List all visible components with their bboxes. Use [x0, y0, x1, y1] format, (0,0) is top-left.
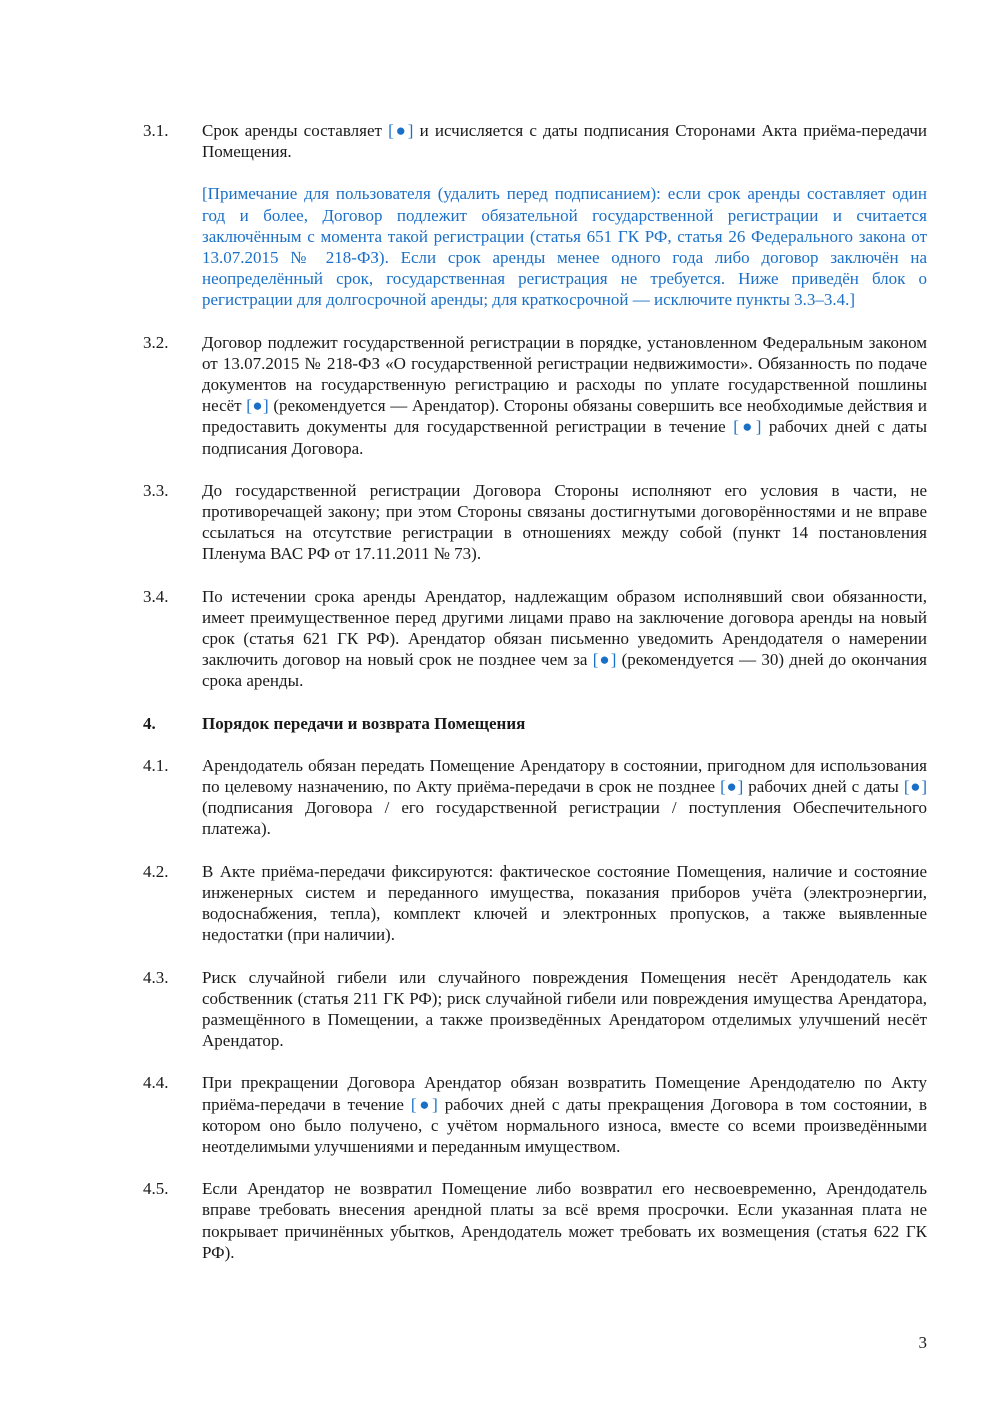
clause-number: 4.3.: [143, 967, 169, 987]
clause-text: До государственной регистрации Договора Стороны исполняют его условия в части, не противоречащей закону; при этом Стороны связаны достигнутыми договорённостями и не вправе ссылаться на отсутствие регистрации в отношениях между собой (пункт 14 постановления Пленума ВАС РФ от 17.11.2011 № 73).: [202, 480, 927, 564]
clause-4-2: [143, 861, 927, 946]
clause-3-4: [143, 586, 927, 692]
clause-4-3: [143, 967, 927, 1052]
text-run: (рекомендуется — Арендатор). Стороны обязаны совершить все необходимые действия и предоставить документы для государственной регистрации в течение: [202, 396, 927, 437]
placeholder-field[interactable]: [●]: [720, 777, 744, 797]
clause-4-1: [143, 755, 927, 840]
placeholder-field[interactable]: [●]: [592, 650, 617, 670]
clause-3-2: [143, 332, 927, 459]
clause-number: 3.2.: [143, 332, 169, 352]
clause-number: 3.4.: [143, 586, 169, 606]
placeholder-field[interactable]: [●]: [733, 417, 762, 437]
text-run: Договор подлежит государственной регистрации в порядке, установленном Федеральным законом от 13.07.2015 № 218-ФЗ «О государственной регистрации недвижимости». Обязанность по подаче документов на государственную регистрацию и расходы по уплате государственной пошлины несёт: [202, 332, 927, 416]
user-note: [Примечание для пользователя (удалить перед подписанием): если срок аренды составляет один год и более, Договор подлежит обязательной государственной регистрации и считается заключённым с момента такой регистрации (статья 651 ГК РФ, статья 26 Федерального закона от 13.07.2015 № 218-ФЗ). Если срок аренды менее одного года либо договор заключён на неопределённый срок, государственная регистрация не требуется. Ниже приведён блок о регистрации для долгосрочной аренды; для краткосрочной — исключите пункты 3.3–3.4.]: [202, 184, 927, 310]
clause-text: Риск случайной гибели или случайного повреждения Помещения несёт Арендодатель как собственник (статья 211 ГК РФ); риск случайной гибели или повреждения имущества Арендатора, размещённого в Помещении, а также произведённых Арендатором отделимых улучшений несёт Арендатор.: [202, 967, 927, 1051]
document-body: [143, 120, 927, 1284]
clause-4-5: [143, 1178, 927, 1263]
clause-text: В Акте приёма-передачи фиксируются: фактическое состояние Помещения, наличие и состояние инженерных систем и переданного имущества, показания приборов учёта (электроэнергии, водоснабжения, тепла), комплект ключей и электронных пропусков, а также выявленные недостатки (при наличии).: [202, 861, 927, 945]
clause-number: 4.1.: [143, 755, 169, 775]
text-run: Срок аренды составляет: [202, 121, 389, 140]
placeholder-field[interactable]: [●]: [388, 121, 414, 140]
section-heading: [143, 713, 927, 734]
text-run: и исчисляется с даты подписания Сторонами Акта приёма-передачи Помещения.: [202, 121, 928, 162]
placeholder-field[interactable]: [●]: [410, 1094, 438, 1114]
placeholder-field[interactable]: [●]: [246, 396, 269, 416]
clause-number: 3.3.: [143, 480, 169, 500]
placeholder-field[interactable]: [●]: [903, 777, 928, 797]
section-title: Порядок передачи и возврата Помещения: [202, 713, 526, 733]
clause-text: [202, 1072, 927, 1157]
clause-number: 4.4.: [143, 1073, 169, 1093]
section-number: 4.: [143, 713, 156, 733]
clause-4-4: [143, 1072, 927, 1157]
clause-3-1: [143, 120, 927, 311]
clause-number: 4.5.: [143, 1179, 169, 1199]
page-number: 3: [918, 1333, 927, 1352]
clause-3-3: [143, 480, 927, 565]
text-run: По истечении срока аренды Арендатор, надлежащим образом исполнявший свои обязанности, имеет преимущественное перед другими лицами право на заключение договора аренды на новый срок (статья 621 ГК РФ). Арендатор обязан письменно уведомить Арендодателя о намерении заключить договор на новый срок не позднее чем за: [202, 586, 927, 670]
clause-text: [202, 586, 927, 692]
text-run: Арендодатель обязан передать Помещение Арендатору в состоянии, пригодном для использования по целевому назначению, по Акту приёма-передачи в срок не позднее: [202, 755, 927, 797]
text-run: При прекращении Договора Арендатор обязан возвратить Помещение Арендодателю по Акту приёма-передачи в течение: [202, 1073, 927, 1114]
clause-text: [202, 755, 927, 840]
text-run: (подписания Договора / его государственной регистрации / поступления Обеспечительного платежа).: [202, 798, 927, 839]
clause-number: 4.2.: [143, 861, 169, 881]
clause-text: [202, 120, 927, 311]
text-run: рабочих дней с даты: [743, 777, 904, 797]
text-run: рабочих дней с даты подписания Договора.: [202, 417, 927, 458]
text-run: (рекомендуется — 30) дней до окончания срока аренды.: [202, 650, 927, 691]
clause-number: 3.1.: [143, 121, 169, 140]
clause-text: Если Арендатор не возвратил Помещение либо возвратил его несвоевременно, Арендодатель вправе требовать внесения арендной платы за всё время просрочки. Если указанная плата не покрывает причинённых убытков, Арендодатель может требовать их возмещения (статья 622 ГК РФ).: [202, 1179, 927, 1262]
clause-text: [202, 332, 927, 459]
text-run: рабочих дней с даты прекращения Договора в том состоянии, в котором оно было получено, с учётом нормального износа, вместе со всеми произведёнными неотделимыми улучшениями и переданным имуществом.: [202, 1094, 927, 1156]
